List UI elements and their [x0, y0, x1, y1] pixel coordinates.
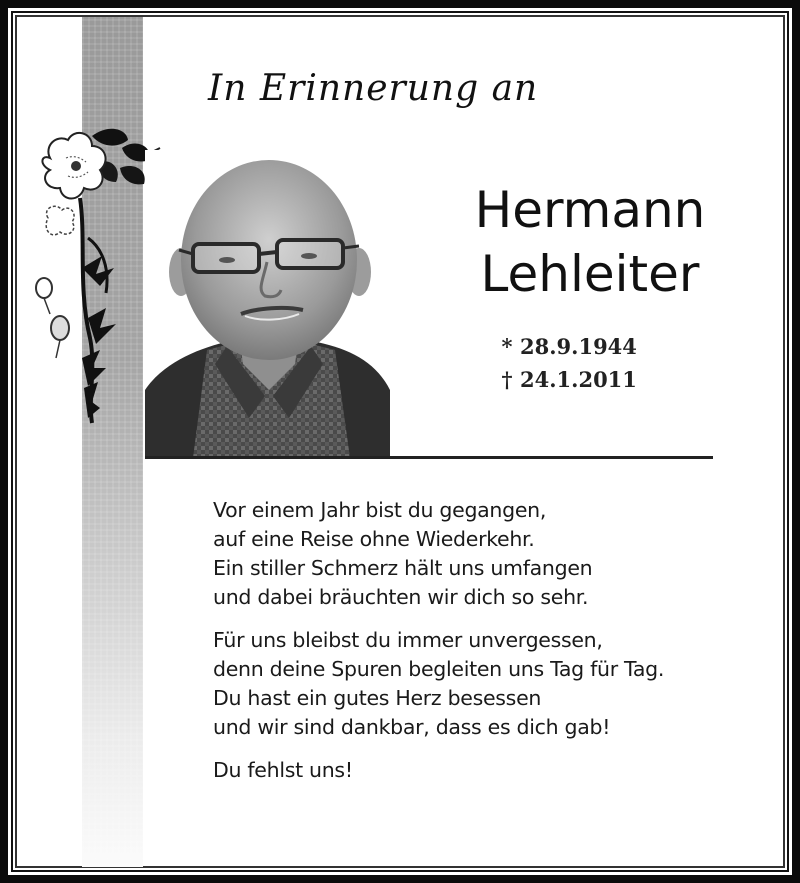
deceased-name [430, 178, 750, 306]
poem-line: und wir sind dankbar, dass es dich gab! [213, 715, 611, 739]
first-name: Hermann [474, 181, 706, 239]
death-date-value: 24.1.2011 [520, 367, 637, 392]
divider-line [145, 456, 713, 459]
life-dates [500, 330, 670, 396]
poem-stanza [213, 626, 664, 742]
portrait-photo [145, 150, 390, 458]
poem-line: Vor einem Jahr bist du gegangen, [213, 498, 547, 522]
person-portrait-icon [145, 150, 390, 458]
poem-line: auf eine Reise ohne Wiederkehr. [213, 527, 535, 551]
memorial-poem [213, 496, 664, 799]
poem-line: Für uns bleibst du immer unvergessen, [213, 628, 603, 652]
memorial-heading: In Erinnerung an [208, 68, 539, 109]
last-name: Lehleiter [480, 245, 700, 303]
poem-line: und dabei bräuchten wir dich so sehr. [213, 585, 589, 609]
poem-line: Du hast ein gutes Herz besessen [213, 686, 542, 710]
death-date [500, 363, 670, 396]
birth-date [500, 330, 670, 363]
birth-date-value: 28.9.1944 [520, 334, 637, 359]
poem-line: denn deine Spuren begleiten uns Tag für Tag. [213, 657, 665, 681]
star-icon: * [501, 334, 513, 359]
poem-stanza [213, 496, 664, 612]
poem-closing [213, 756, 664, 785]
poem-line: Ein stiller Schmerz hält uns umfangen [213, 556, 593, 580]
poem-line: Du fehlst uns! [213, 758, 353, 782]
cross-icon: † [501, 367, 513, 392]
